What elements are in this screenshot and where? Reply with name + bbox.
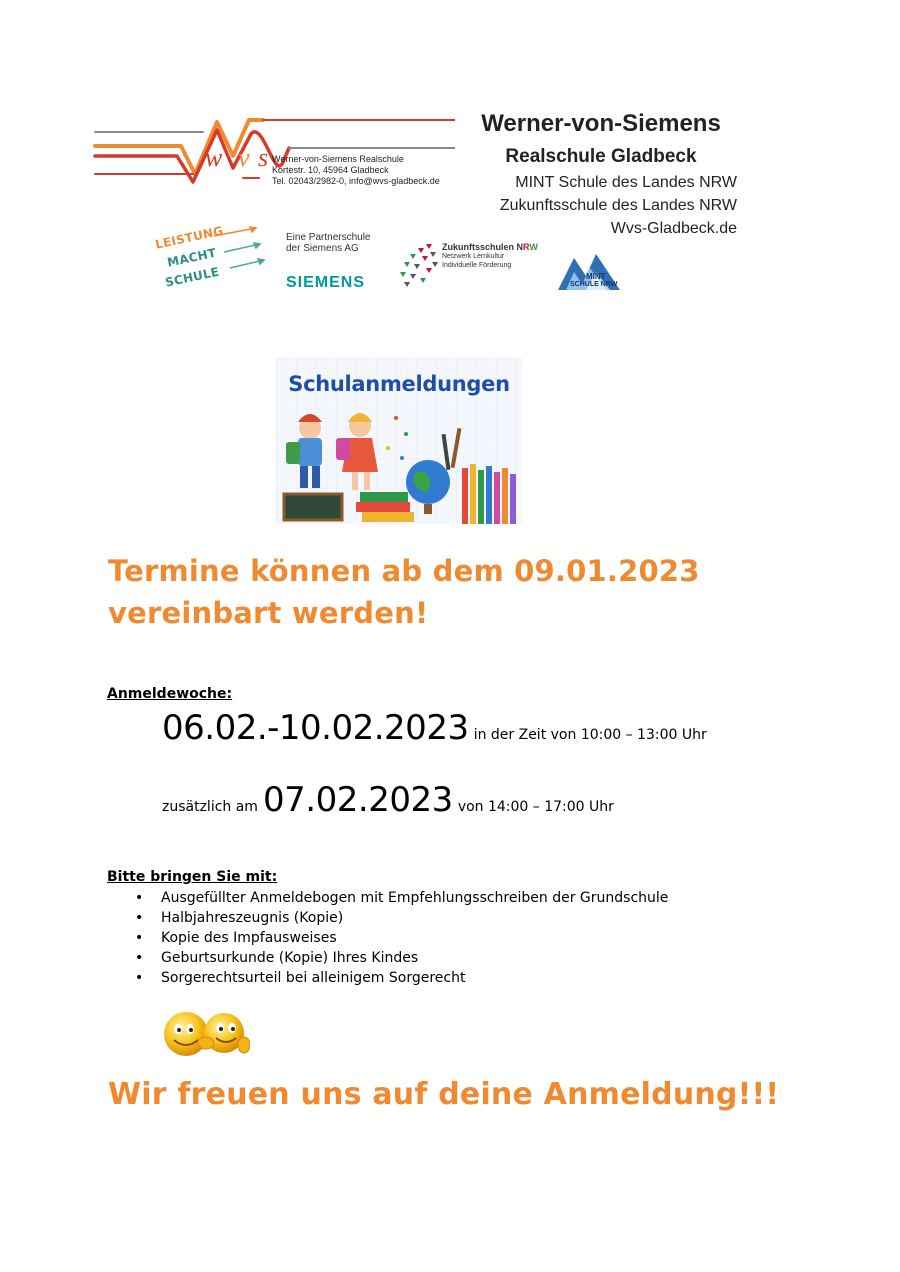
svg-text:v: v	[238, 143, 250, 172]
bring-list	[107, 888, 807, 988]
lms-schule: SCHULE	[164, 264, 221, 290]
triangles-icon	[400, 242, 440, 288]
mint-sub: SCHULE NRW	[570, 281, 618, 288]
leistung-macht-schule-logo	[152, 222, 272, 292]
kids-illustration	[276, 398, 522, 524]
registration-week-label: Anmeldewoche:	[107, 686, 233, 702]
lms-macht: MACHT	[166, 245, 218, 270]
registration-time-range: in der Zeit von 10:00 – 13:00 Uhr	[473, 727, 707, 743]
mint-schule-logo	[556, 250, 622, 292]
school-subtitle: Realschule Gladbeck	[505, 146, 697, 167]
appointment-notice	[108, 550, 808, 634]
zukunft-title-c: W	[529, 242, 538, 252]
school-line-zukunft: Zukunftsschule des Landes NRW	[499, 197, 737, 214]
extra-date: 07.02.2023	[263, 780, 453, 820]
list-item: • Sorgerechtsurteil bei alleinigem Sorgerecht	[107, 968, 807, 988]
pencils	[462, 464, 516, 524]
address-name: Werner-von-Siemens Realschule	[272, 154, 404, 164]
registration-date-range: 06.02.-10.02.2023	[162, 708, 469, 748]
girl-figure	[336, 413, 378, 490]
school-line-mint: MINT Schule des Landes NRW	[515, 174, 737, 191]
hugging-smileys-image	[160, 1007, 250, 1061]
address-street: Kortestr. 10, 45964 Gladbeck	[272, 165, 389, 175]
schulanmeldungen-banner	[276, 358, 522, 524]
school-title: Werner-von-Siemens	[481, 110, 721, 137]
siemens-logo: SIEMENS	[286, 274, 366, 291]
bring-list-label: Bitte bringen Sie mit:	[107, 869, 278, 885]
list-item: • Halbjahreszeugnis (Kopie)	[107, 908, 807, 928]
extra-prefix: zusätzlich am	[162, 799, 258, 815]
school-website: Wvs-Gladbeck.de	[610, 220, 737, 237]
appointment-notice-line-2: vereinbart werden!	[108, 596, 429, 630]
svg-text:s: s	[258, 143, 269, 172]
address-contact: Tel. 02043/2982-0, info@wvs-gladbeck.de	[272, 176, 440, 186]
list-item: • Geburtsurkunde (Kopie) Ihres Kindes	[107, 948, 807, 968]
appointment-notice-line-1: Termine können ab dem 09.01.2023	[108, 554, 700, 588]
closing-message: Wir freuen uns auf deine Anmeldung!!!	[108, 1077, 780, 1112]
registration-week-extra	[162, 780, 862, 820]
boy-figure	[286, 414, 322, 488]
banner-title: Schulanmeldungen	[288, 372, 510, 396]
svg-text:w: w	[205, 143, 223, 172]
zukunftsschulen-logo	[400, 242, 550, 288]
zukunft-sub-2: Individuelle Förderung	[442, 262, 512, 269]
zukunftsschulen-title	[442, 242, 538, 252]
list-item: • Ausgefüllter Anmeldebogen mit Empfehlungsschreiben der Grundschule	[107, 888, 807, 908]
siemens-partner-text	[286, 232, 396, 254]
partner-line-1: Eine Partnerschule	[286, 232, 371, 243]
registration-week-main	[162, 708, 862, 748]
list-item: • Kopie des Impfausweises	[107, 928, 807, 948]
mint-label: MINT	[586, 272, 606, 281]
zukunft-title-a: Zukunftsschulen N	[442, 242, 524, 252]
extra-time: von 14:00 – 17:00 Uhr	[457, 799, 614, 815]
zukunft-title-b: R	[523, 242, 530, 252]
zukunft-sub-1: Netzwerk Lernkultur	[442, 253, 505, 260]
lms-leistung: LEISTUNG	[154, 223, 225, 252]
partner-line-2: der Siemens AG	[286, 243, 359, 254]
letterhead	[0, 0, 900, 300]
